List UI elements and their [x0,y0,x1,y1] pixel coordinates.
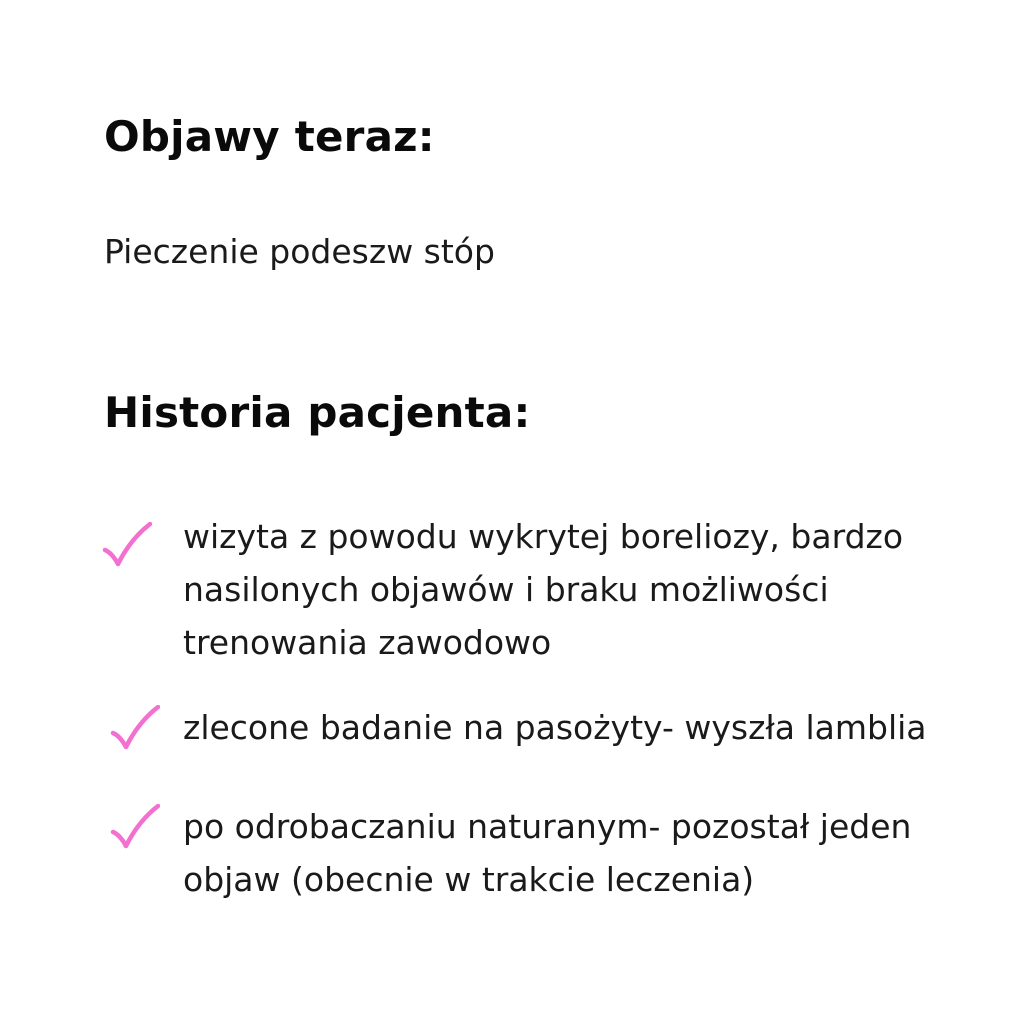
patient-history-heading: Historia pacjenta: [104,388,531,437]
checkmark-icon [110,705,160,751]
history-item-text: po odrobaczaniu naturanym- pozostał jeden objaw (obecnie w trakcie leczenia) [183,807,912,899]
current-symptoms-heading: Objawy teraz: [104,112,435,161]
checkmark-icon [102,522,152,568]
current-symptoms-text: Pieczenie podeszw stóp [104,232,495,271]
history-item-text: wizyta z powodu wykrytej boreliozy, bardzo nasilonych objawów i braku możliwości trenowania zawodowo [183,517,904,662]
history-item-text: zlecone badanie na pasożyty- wyszła lamblia [183,708,927,747]
checkmark-icon [110,804,160,850]
